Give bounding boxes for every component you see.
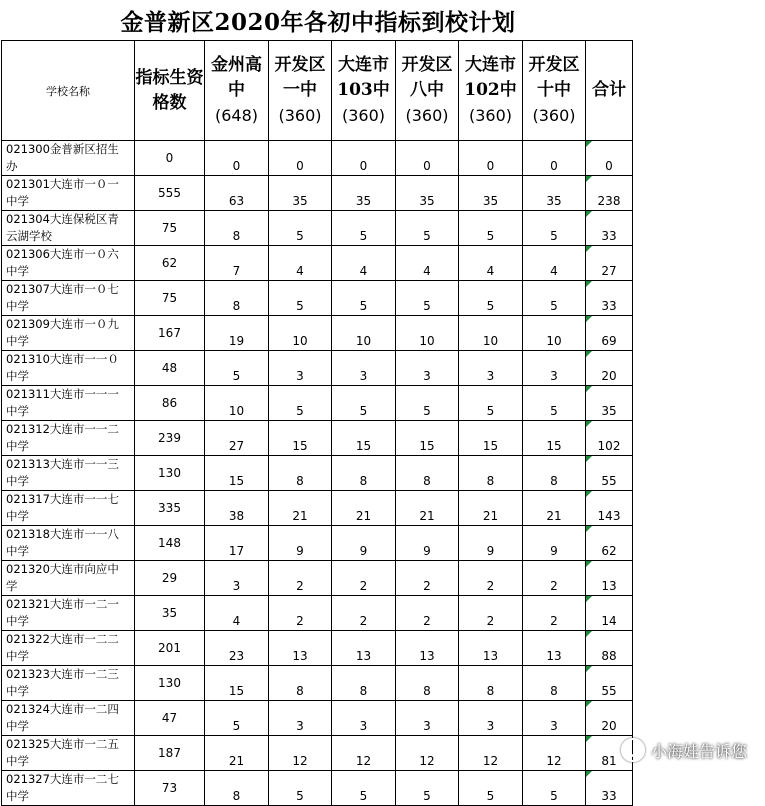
quota-table: [1, 40, 633, 806]
allocation-cell: 8: [205, 281, 269, 316]
allocation-cell: 35: [523, 176, 586, 211]
allocation-cell: 5: [459, 771, 523, 806]
quota-cell: 75: [135, 211, 205, 246]
allocation-cell: 7: [205, 246, 269, 281]
allocation-cell: 10: [205, 386, 269, 421]
quota-cell: 335: [135, 491, 205, 526]
total-cell: 238: [586, 176, 633, 211]
allocation-cell: 21: [396, 491, 459, 526]
school-name-cell: [2, 351, 135, 386]
allocation-cell: 5: [332, 771, 396, 806]
allocation-cell: 9: [269, 526, 332, 561]
school-name-line1: 021311大连市一一一: [6, 387, 119, 401]
allocation-cell: 15: [332, 421, 396, 456]
total-cell: 55: [586, 666, 633, 701]
allocation-cell: 3: [459, 351, 523, 386]
table-row: [2, 386, 633, 421]
school-name-line2: 中学: [6, 614, 29, 628]
school-name-line2: 中学: [6, 789, 29, 803]
header-col-cap: (360): [468, 105, 513, 125]
allocation-cell: 10: [459, 316, 523, 351]
school-name-cell: [2, 631, 135, 666]
table-row: [2, 211, 633, 246]
quota-cell: 148: [135, 526, 205, 561]
school-name-line1: 021304大连保税区青: [6, 212, 119, 226]
allocation-cell: 35: [332, 176, 396, 211]
header-row: [2, 41, 633, 141]
table-row: [2, 141, 633, 176]
allocation-cell: 21: [332, 491, 396, 526]
allocation-cell: 15: [205, 456, 269, 491]
school-name-line1: 021307大连市一０七: [6, 282, 119, 296]
total-cell: 55: [586, 456, 633, 491]
allocation-cell: 35: [269, 176, 332, 211]
quota-cell: 187: [135, 736, 205, 771]
school-name-line2: 中学: [6, 649, 29, 663]
allocation-cell: 2: [269, 561, 332, 596]
header-col-name: 开发区一中: [274, 54, 326, 100]
allocation-cell: 8: [523, 456, 586, 491]
quota-cell: 239: [135, 421, 205, 456]
total-cell: 69: [586, 316, 633, 351]
allocation-cell: 35: [459, 176, 523, 211]
total-cell: 14: [586, 596, 633, 631]
school-name-line1: 021325大连市一二五: [6, 737, 119, 751]
allocation-cell: 13: [523, 631, 586, 666]
allocation-cell: 5: [396, 281, 459, 316]
table-row: [2, 316, 633, 351]
quota-cell: 29: [135, 561, 205, 596]
allocation-cell: 5: [523, 281, 586, 316]
school-name-line2: 中学: [6, 194, 29, 208]
table-row: [2, 491, 633, 526]
table-row: [2, 246, 633, 281]
allocation-cell: 27: [205, 421, 269, 456]
allocation-cell: 3: [396, 351, 459, 386]
table-row: [2, 666, 633, 701]
allocation-cell: 5: [205, 351, 269, 386]
school-name-line2: 中学: [6, 299, 29, 313]
school-name-line1: 021324大连市一二四: [6, 702, 119, 716]
school-name-line2: 中学: [6, 509, 29, 523]
school-name-line2: 中学: [6, 544, 29, 558]
quota-cell: 130: [135, 456, 205, 491]
school-name-line2: 中学: [6, 719, 29, 733]
watermark-logo-icon: [621, 738, 645, 762]
allocation-cell: 38: [205, 491, 269, 526]
allocation-cell: 35: [396, 176, 459, 211]
school-name-cell: [2, 596, 135, 631]
quota-cell: 73: [135, 771, 205, 806]
school-name-line2: 中学: [6, 684, 29, 698]
empty-sheet-area: [636, 0, 765, 789]
allocation-cell: 0: [396, 141, 459, 176]
allocation-cell: 5: [459, 386, 523, 421]
quota-cell: 48: [135, 351, 205, 386]
allocation-cell: 0: [459, 141, 523, 176]
quota-cell: 75: [135, 281, 205, 316]
allocation-cell: 9: [459, 526, 523, 561]
allocation-cell: 3: [523, 351, 586, 386]
school-name-line1: 021320大连市向应中: [6, 562, 119, 576]
allocation-cell: 21: [269, 491, 332, 526]
table-row: [2, 351, 633, 386]
school-name-cell: [2, 666, 135, 701]
allocation-cell: 15: [459, 421, 523, 456]
school-name-cell: [2, 281, 135, 316]
header-col: [205, 41, 269, 141]
allocation-cell: 2: [396, 596, 459, 631]
allocation-cell: 0: [332, 141, 396, 176]
watermark: [621, 738, 747, 762]
header-quota: 指标生资格数: [135, 41, 205, 141]
allocation-cell: 12: [523, 736, 586, 771]
school-name-line1: 021321大连市一二一: [6, 597, 119, 611]
allocation-cell: 13: [269, 631, 332, 666]
allocation-cell: 4: [459, 246, 523, 281]
school-name-line2: 学: [6, 579, 18, 593]
allocation-cell: 12: [269, 736, 332, 771]
total-cell: 33: [586, 771, 633, 806]
allocation-cell: 23: [205, 631, 269, 666]
school-name-line1: 021313大连市一一三: [6, 457, 119, 471]
allocation-cell: 9: [396, 526, 459, 561]
allocation-cell: 3: [332, 701, 396, 736]
allocation-cell: 8: [205, 211, 269, 246]
table-row: [2, 561, 633, 596]
header-col-name: 大连市102中: [464, 54, 517, 100]
school-name-line1: 021309大连市一０九: [6, 317, 119, 331]
allocation-cell: 5: [396, 771, 459, 806]
allocation-cell: 5: [396, 386, 459, 421]
allocation-cell: 2: [523, 561, 586, 596]
school-name-line2: 中学: [6, 404, 29, 418]
allocation-cell: 21: [459, 491, 523, 526]
header-school: 学校名称: [2, 41, 135, 141]
school-name-cell: [2, 141, 135, 176]
allocation-cell: 2: [459, 561, 523, 596]
header-col-cap: (360): [532, 105, 576, 125]
school-name-cell: [2, 701, 135, 736]
header-total: 合计: [586, 41, 633, 141]
allocation-cell: 8: [269, 666, 332, 701]
school-name-cell: [2, 211, 135, 246]
allocation-cell: 10: [269, 316, 332, 351]
allocation-cell: 2: [269, 596, 332, 631]
header-col-name: 开发区八中: [401, 54, 453, 100]
school-name-cell: [2, 246, 135, 281]
allocation-cell: 17: [205, 526, 269, 561]
allocation-cell: 5: [459, 211, 523, 246]
allocation-cell: 3: [205, 561, 269, 596]
allocation-cell: 5: [523, 386, 586, 421]
allocation-cell: 3: [269, 701, 332, 736]
school-name-cell: [2, 491, 135, 526]
school-name-cell: [2, 386, 135, 421]
school-name-line1: 021306大连市一０六: [6, 247, 119, 261]
quota-cell: 86: [135, 386, 205, 421]
table-row: [2, 701, 633, 736]
total-cell: 27: [586, 246, 633, 281]
allocation-cell: 4: [332, 246, 396, 281]
allocation-cell: 4: [523, 246, 586, 281]
allocation-cell: 13: [396, 631, 459, 666]
allocation-cell: 5: [269, 281, 332, 316]
allocation-cell: 15: [523, 421, 586, 456]
school-name-cell: [2, 771, 135, 806]
school-name-line2: 办: [6, 159, 18, 173]
total-cell: 0: [586, 141, 633, 176]
school-name-line2: 中学: [6, 754, 29, 768]
allocation-cell: 15: [396, 421, 459, 456]
table-row: [2, 736, 633, 771]
allocation-cell: 9: [523, 526, 586, 561]
total-cell: 33: [586, 281, 633, 316]
allocation-cell: 8: [332, 456, 396, 491]
quota-cell: 201: [135, 631, 205, 666]
header-col-name: 大连市103中: [337, 54, 390, 100]
allocation-cell: 12: [459, 736, 523, 771]
allocation-cell: 12: [332, 736, 396, 771]
school-name-line1: 021300金普新区招生: [6, 142, 119, 156]
allocation-cell: 5: [523, 211, 586, 246]
school-name-cell: [2, 526, 135, 561]
allocation-cell: 3: [523, 701, 586, 736]
total-cell: 35: [586, 386, 633, 421]
allocation-cell: 3: [459, 701, 523, 736]
total-cell: 88: [586, 631, 633, 666]
quota-cell: 35: [135, 596, 205, 631]
quota-cell: 47: [135, 701, 205, 736]
allocation-cell: 8: [396, 666, 459, 701]
allocation-cell: 4: [396, 246, 459, 281]
total-cell: 20: [586, 351, 633, 386]
allocation-cell: 10: [332, 316, 396, 351]
header-col-cap: (360): [278, 105, 322, 125]
school-name-line1: 021327大连市一二七: [6, 772, 119, 786]
allocation-cell: 8: [459, 456, 523, 491]
table-row: [2, 526, 633, 561]
allocation-cell: 15: [205, 666, 269, 701]
allocation-cell: 63: [205, 176, 269, 211]
allocation-cell: 5: [269, 771, 332, 806]
allocation-cell: 15: [269, 421, 332, 456]
allocation-cell: 2: [332, 561, 396, 596]
allocation-cell: 5: [332, 281, 396, 316]
allocation-cell: 8: [396, 456, 459, 491]
school-name-line1: 021301大连市一０一: [6, 177, 119, 191]
school-name-line1: 021323大连市一二三: [6, 667, 119, 681]
school-name-cell: [2, 456, 135, 491]
table-row: [2, 596, 633, 631]
allocation-cell: 5: [332, 386, 396, 421]
header-col-cap: (360): [341, 105, 386, 125]
school-name-line1: 021318大连市一一八: [6, 527, 119, 541]
school-name-cell: [2, 736, 135, 771]
allocation-cell: 5: [332, 211, 396, 246]
allocation-cell: 2: [396, 561, 459, 596]
allocation-cell: 5: [523, 771, 586, 806]
allocation-cell: 0: [205, 141, 269, 176]
header-col-cap: (360): [405, 105, 449, 125]
school-name-cell: [2, 176, 135, 211]
school-name-line1: 021317大连市一一七: [6, 492, 119, 506]
table-row: [2, 631, 633, 666]
allocation-cell: 5: [269, 386, 332, 421]
allocation-cell: 5: [269, 211, 332, 246]
page-title: 金普新区2020年各初中指标到校计划: [120, 8, 516, 36]
table-row: [2, 456, 633, 491]
allocation-cell: 0: [523, 141, 586, 176]
quota-cell: 0: [135, 141, 205, 176]
total-cell: 143: [586, 491, 633, 526]
allocation-cell: 8: [523, 666, 586, 701]
school-name-cell: [2, 561, 135, 596]
allocation-cell: 3: [269, 351, 332, 386]
school-name-line1: 021312大连市一一二: [6, 422, 119, 436]
school-name-line2: 中学: [6, 369, 29, 383]
quota-cell: 167: [135, 316, 205, 351]
header-col: [396, 41, 459, 141]
allocation-cell: 8: [332, 666, 396, 701]
allocation-cell: 21: [205, 736, 269, 771]
allocation-cell: 0: [269, 141, 332, 176]
table-row: [2, 281, 633, 316]
header-col: [459, 41, 523, 141]
allocation-cell: 3: [332, 351, 396, 386]
header-col-name: 金州高中: [211, 54, 262, 100]
allocation-cell: 21: [523, 491, 586, 526]
watermark-text: 小海娃告诉您: [650, 741, 747, 761]
allocation-cell: 5: [205, 701, 269, 736]
total-cell: 13: [586, 561, 633, 596]
school-name-line2: 中学: [6, 439, 29, 453]
allocation-cell: 9: [332, 526, 396, 561]
allocation-cell: 10: [396, 316, 459, 351]
allocation-cell: 19: [205, 316, 269, 351]
allocation-cell: 8: [459, 666, 523, 701]
quota-cell: 555: [135, 176, 205, 211]
allocation-cell: 2: [523, 596, 586, 631]
total-cell: 20: [586, 701, 633, 736]
school-name-line1: 021310大连市一一０: [6, 352, 119, 366]
school-name-cell: [2, 316, 135, 351]
allocation-cell: 3: [396, 701, 459, 736]
header-col: [523, 41, 586, 141]
school-name-cell: [2, 421, 135, 456]
header-col-name: 开发区十中: [528, 54, 580, 100]
total-cell: 33: [586, 211, 633, 246]
header-col: [269, 41, 332, 141]
allocation-cell: 10: [523, 316, 586, 351]
table-row: [2, 771, 633, 806]
table-row: [2, 421, 633, 456]
table-row: [2, 176, 633, 211]
quota-cell: 130: [135, 666, 205, 701]
school-name-line2: 中学: [6, 264, 29, 278]
total-cell: 62: [586, 526, 633, 561]
school-name-line2: 云湖学校: [6, 229, 52, 243]
allocation-cell: 8: [269, 456, 332, 491]
quota-cell: 62: [135, 246, 205, 281]
allocation-cell: 4: [205, 596, 269, 631]
header-col-cap: (648): [214, 105, 259, 125]
allocation-cell: 12: [396, 736, 459, 771]
allocation-cell: 4: [269, 246, 332, 281]
allocation-cell: 13: [459, 631, 523, 666]
school-name-line2: 中学: [6, 474, 29, 488]
total-cell: 102: [586, 421, 633, 456]
allocation-cell: 13: [332, 631, 396, 666]
header-col: [332, 41, 396, 141]
allocation-cell: 2: [459, 596, 523, 631]
allocation-cell: 5: [459, 281, 523, 316]
total-cell: 81: [586, 736, 633, 771]
allocation-cell: 2: [332, 596, 396, 631]
allocation-cell: 8: [205, 771, 269, 806]
school-name-line2: 中学: [6, 334, 29, 348]
school-name-line1: 021322大连市一二二: [6, 632, 119, 646]
allocation-cell: 5: [396, 211, 459, 246]
